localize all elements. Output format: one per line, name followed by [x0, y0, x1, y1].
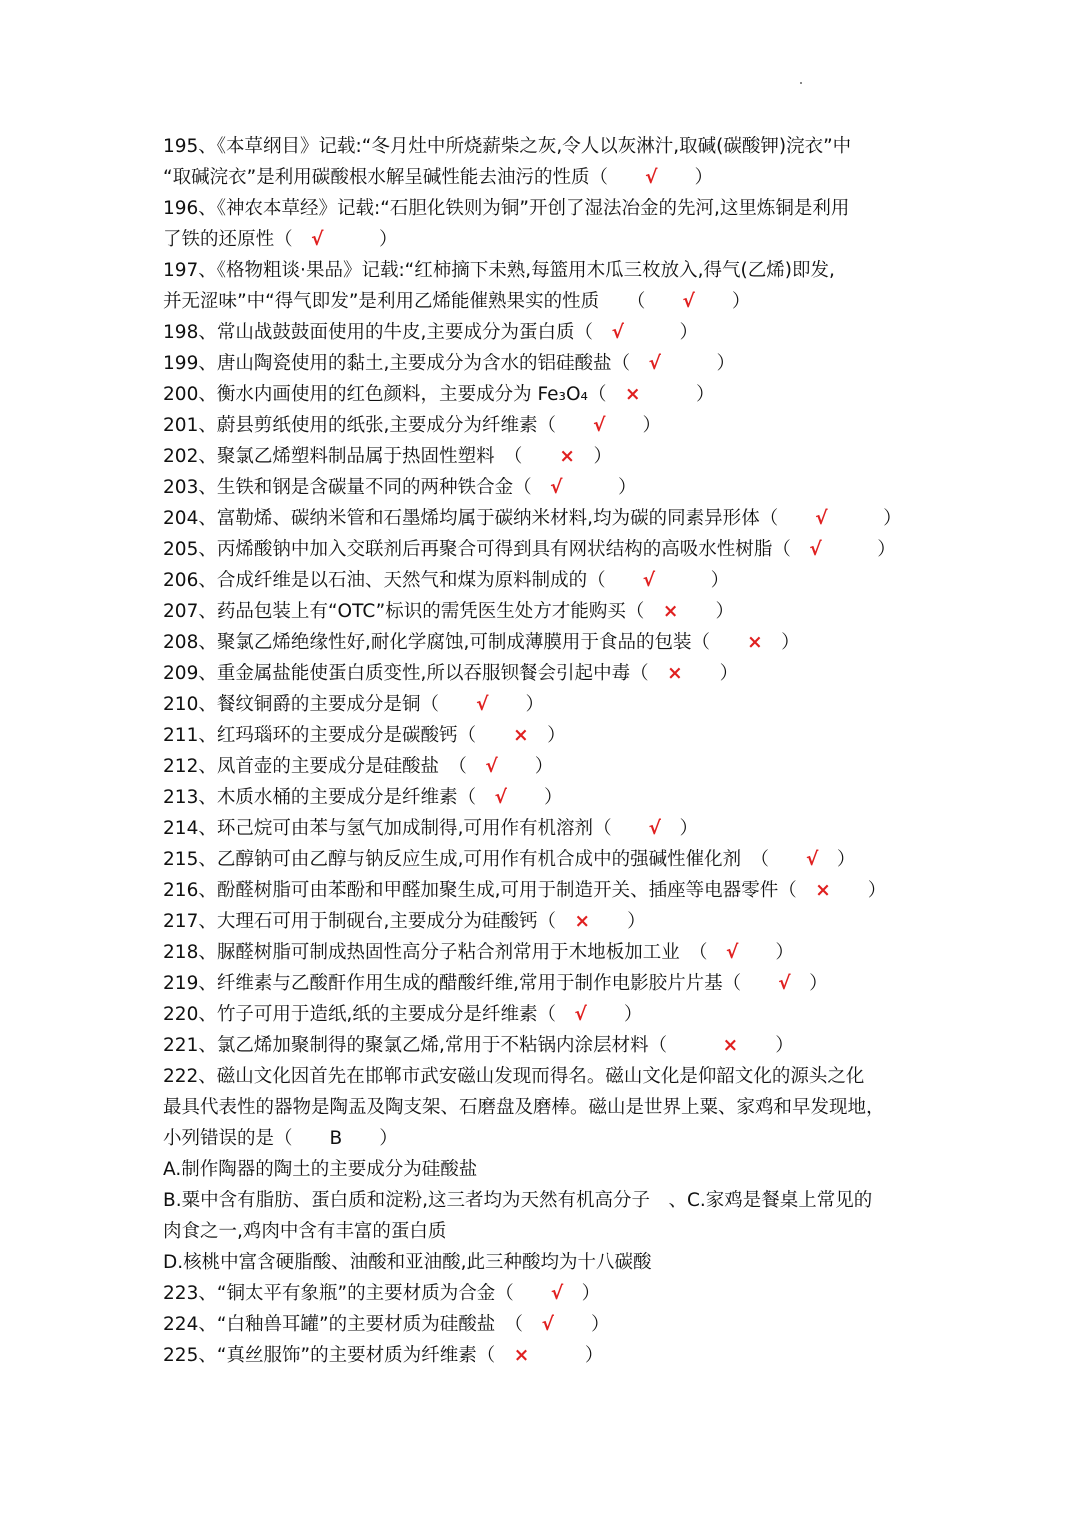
cross-mark-icon: × [513, 1345, 530, 1366]
question-line: 218、脲醛树脂可制成热固性高分子粘合剂常用于木地板加工业 （ √ ） [163, 942, 794, 963]
question-line: 203、生铁和钢是含碳量不同的两种铁合金（ √ ） [163, 477, 637, 498]
check-mark-icon: √ [485, 756, 498, 777]
question-line: 206、合成纤维是以石油、天然气和煤为原料制成的（ √ ） [163, 570, 730, 591]
question-line: 214、环己烷可由苯与氢气加成制得,可用作有机溶剂（ √ ） [163, 818, 698, 839]
question-line: 202、聚氯乙烯塑料制品属于热固性塑料 （ × ） [163, 446, 612, 467]
option-line: D.核桃中富含硬脂酸、油酸和亚油酸,此三种酸均为十八碳酸 [163, 1252, 652, 1273]
question-line: 207、药品包装上有“OTC”标识的需凭医生处方才能购买（ × ） [163, 601, 734, 622]
check-mark-icon: √ [476, 694, 489, 715]
question-line: 200、衡水内画使用的红色颜料，主要成分为 Fe₃O₄（ × ） [163, 384, 715, 405]
check-mark-icon: √ [645, 167, 658, 188]
question-line: 224、“白釉兽耳罐”的主要材质为硅酸盐 （ √ ） [163, 1314, 610, 1335]
question-line: 215、乙醇钠可由乙醇与钠反应生成,可用作有机合成中的强碱性催化剂 （ √ ） [163, 849, 856, 870]
cross-mark-icon: × [662, 601, 679, 622]
question-line: 196、《神农本草经》记载:“石胆化铁则为铜”开创了湿法冶金的先河,这里炼铜是利用 [163, 198, 850, 219]
question-line: 208、聚氯乙烯绝缘性好,耐化学腐蚀,可制成薄膜用于食品的包装（ × ） [163, 632, 800, 653]
cross-mark-icon: × [574, 911, 591, 932]
question-line: 204、富勒烯、碳纳米管和石墨烯均属于碳纳米材料,均为碳的同素异形体（ √ ） [163, 508, 902, 529]
check-mark-icon: √ [574, 1004, 587, 1025]
check-mark-icon: √ [648, 353, 661, 374]
question-line: 213、木质水桶的主要成分是纤维素（ √ ） [163, 787, 563, 808]
check-mark-icon: √ [815, 508, 828, 529]
question-line: 最具代表性的器物是陶盂及陶支架、石磨盘及磨棒。磁山是世界上粟、家鸡和早发现地， [163, 1097, 885, 1118]
question-line: 197、《格物粗谈·果品》记载:“红柿摘下未熟,每篮用木瓜三枚放入,得气(乙烯)即发, [163, 260, 835, 281]
question-line: 199、唐山陶瓷使用的黏土,主要成分为含水的铝硅酸盐（ √ ） [163, 353, 736, 374]
question-line: 222、磁山文化因首先在邯郸市武安磁山发现而得名。磁山文化是仰韶文化的源头之化 [163, 1066, 865, 1087]
check-mark-icon: √ [550, 1283, 564, 1304]
check-mark-icon: √ [809, 539, 822, 560]
question-line: 198、常山战鼓鼓面使用的牛皮,主要成分为蛋白质（ √ ） [163, 322, 698, 343]
question-line: 225、“真丝服饰”的主要材质为纤维素（ × ） [163, 1345, 604, 1366]
question-list [163, 131, 923, 1371]
cross-mark-icon: × [722, 1035, 739, 1056]
option-line: B.粟中含有脂肪、蛋白质和淀粉,这三者均为天然有机高分子 、C.家鸡是餐桌上常见的 [163, 1190, 873, 1211]
cross-mark-icon: × [667, 663, 683, 684]
question-line: 223、“铜太平有象瓶”的主要材质为合金（ √ ） [163, 1283, 601, 1304]
cross-mark-icon: × [815, 880, 831, 901]
check-mark-icon: √ [550, 477, 563, 498]
check-mark-icon: √ [726, 942, 739, 963]
check-mark-icon: √ [311, 229, 324, 250]
cross-mark-icon: × [513, 725, 529, 746]
question-line: 217、大理石可用于制砚台,主要成分为硅酸钙（ × ） [163, 911, 646, 932]
option-line: 肉食之一,鸡肉中含有丰富的蛋白质 [163, 1221, 447, 1242]
question-line: 209、重金属盐能使蛋白质变性,所以吞服钡餐会引起中毒（ × ） [163, 663, 739, 684]
check-mark-icon: √ [648, 818, 661, 839]
check-mark-icon: √ [494, 787, 507, 808]
check-mark-icon: √ [642, 570, 656, 591]
cross-mark-icon: × [559, 446, 575, 467]
question-line: 212、凤首壶的主要成分是硅酸盐 （ √ ） [163, 756, 554, 777]
cross-mark-icon: × [747, 632, 763, 653]
check-mark-icon: √ [778, 973, 791, 994]
question-line: 216、酚醛树脂可由苯酚和甲醛加聚生成,可用于制造开关、插座等电器零件（ × ） [163, 880, 887, 901]
option-line: A.制作陶器的陶土的主要成分为硅酸盐 [163, 1159, 478, 1180]
check-mark-icon: √ [593, 415, 606, 436]
cross-mark-icon: × [624, 384, 641, 405]
question-line: “取碱浣衣”是利用碳酸根水解呈碱性能去油污的性质（ √ ） [163, 167, 713, 188]
question-line: 205、丙烯酸钠中加入交联剂后再聚合可得到具有网状结构的高吸水性树脂（ √ ） [163, 539, 896, 560]
check-mark-icon: √ [806, 849, 819, 870]
question-line: 211、红玛瑙环的主要成分是碳酸钙（ × ） [163, 725, 566, 746]
check-mark-icon: √ [611, 322, 624, 343]
question-line: 195、《本草纲目》记载:“冬月灶中所烧薪柴之灰,令人以灰淋汁,取碱(碳酸钾)浣衣”中 [163, 136, 852, 157]
question-line: 219、纤维素与乙酸酐作用生成的醋酸纤维,常用于制作电影胶片片基（ √ ） [163, 973, 828, 994]
page-dot [800, 82, 802, 84]
check-mark-icon: √ [541, 1314, 554, 1335]
question-line: 并无涩味”中“得气即发”是利用乙烯能催熟果实的性质 （ √ ） [163, 291, 751, 312]
question-line: 220、竹子可用于造纸,纸的主要成分是纤维素（ √ ） [163, 1004, 643, 1025]
question-line: 210、餐纹铜爵的主要成分是铜（ √ ） [163, 694, 544, 715]
question-line: 了铁的还原性（ √ ） [163, 229, 398, 250]
question-line: 221、氯乙烯加聚制得的聚氯乙烯,常用于不粘锅内涂层材料（ × ） [163, 1035, 794, 1056]
check-mark-icon: √ [682, 291, 695, 312]
question-line: 201、蔚县剪纸使用的纸张,主要成分为纤维素（ √ ） [163, 415, 661, 436]
question-line: 小列错误的是（ B ） [163, 1128, 398, 1149]
